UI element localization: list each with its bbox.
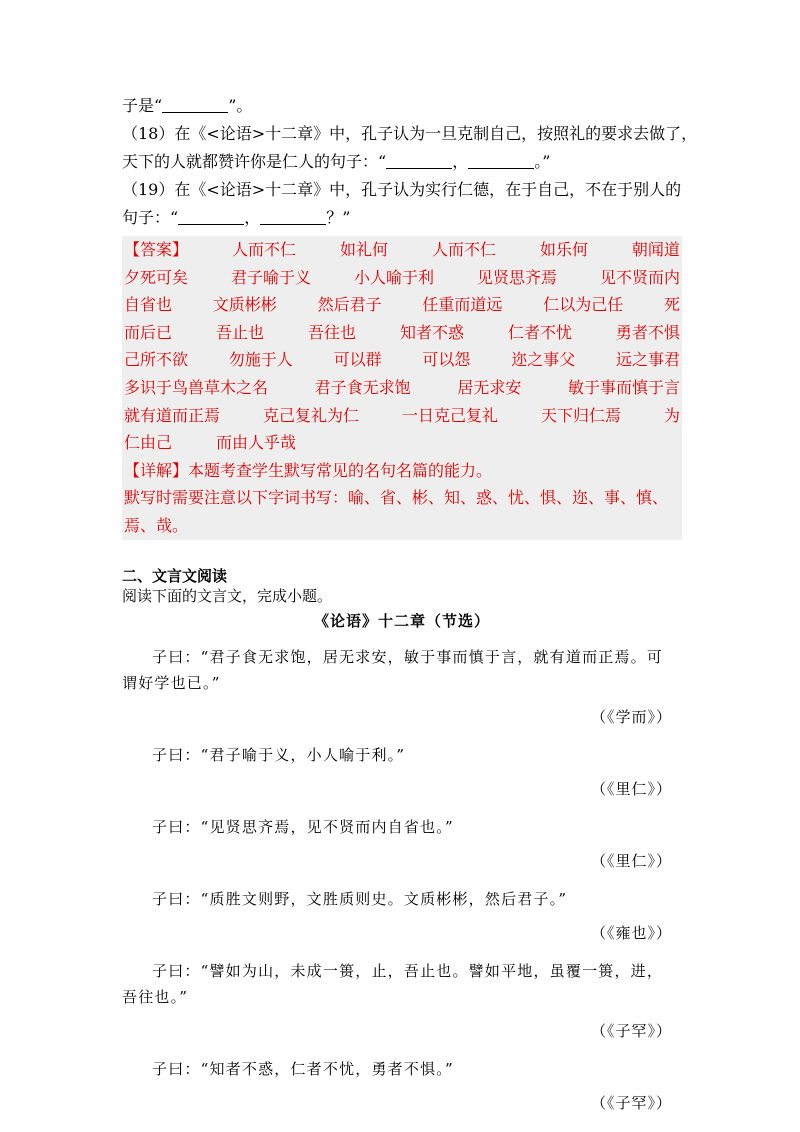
answer-item: 居无求安: [457, 377, 522, 397]
answer-item: 己所不欲: [124, 350, 189, 370]
passage-line: 子曰：“君子喻于义，小人喻于利。”: [152, 745, 406, 764]
answer-item: 仁者不忧: [507, 322, 572, 342]
q19-line1: （19）在《<论语>十二章》中，孔子认为实行仁德，在于自己，不在于别人的: [122, 180, 682, 199]
answer-item: 夕死可矣: [124, 267, 189, 287]
answer-item: 就有道而正焉: [124, 405, 221, 425]
q17-text-end: ”。: [228, 96, 253, 115]
explanation-note-line2: 焉、哉。: [124, 515, 189, 535]
answer-item: 吾止也: [215, 322, 264, 342]
answer-item: 见不贤而内: [599, 267, 680, 287]
answer-row: [124, 236, 680, 264]
answer-item: 敏于事而慎于言: [567, 377, 680, 397]
answer-item: 人而不仁: [431, 240, 496, 259]
answer-row: [124, 264, 680, 292]
answer-item: 而后已: [124, 322, 173, 342]
passage-source: （《里仁》）: [590, 779, 672, 798]
passage-line: 子曰：“譬如为山，未成一篑，止，吾止也。譬如平地，虽覆一篑，进，: [152, 961, 664, 980]
passage: [122, 742, 682, 768]
answer-row: [124, 319, 680, 347]
passage-source: （《子罕》）: [590, 1093, 672, 1112]
passage-source: （《子罕》）: [590, 1021, 672, 1040]
answer-item: 克己复礼为仁: [262, 405, 359, 425]
answer-item: 如礼何: [339, 240, 388, 259]
document-page: [122, 92, 698, 1116]
answer-item: 多识于鸟兽草木之名: [124, 377, 269, 397]
answer-blank: [260, 208, 326, 225]
answer-box: [122, 236, 682, 540]
answer-item: 为: [663, 405, 680, 425]
passage-source: （《里仁》）: [590, 851, 672, 870]
passage: [122, 886, 682, 912]
answer-item: 勿施于人: [228, 350, 293, 370]
passage-line: 子曰：“见贤思齐焉，见不贤而内自省也。”: [152, 817, 454, 836]
answer-row: [124, 374, 680, 402]
q19-comma: ，: [244, 208, 261, 227]
q17-tail: [122, 92, 682, 120]
answer-item: 见贤思齐焉: [476, 267, 557, 287]
answer-row: [124, 429, 680, 457]
passage-line: 子曰：“君子食无求饱，居无求安，敏于事而慎于言，就有道而正焉。可: [152, 647, 664, 666]
passage-source: （《雍也》）: [590, 923, 672, 942]
answer-item: 君子食无求饱: [314, 377, 411, 397]
answer-item: 天下归仁焉: [540, 405, 621, 425]
answer-item: 然后君子: [317, 295, 382, 315]
answer-blank: [468, 152, 534, 169]
answer-item: 死: [663, 295, 680, 315]
answer-item: 文质彬彬: [212, 295, 277, 315]
answer-row: [124, 402, 680, 430]
answer-blank: [386, 152, 452, 169]
q19-text-end: ？”: [326, 208, 351, 227]
passage-line: 谓好学也已。”: [122, 673, 221, 692]
answer-item: 可以群: [333, 350, 382, 370]
q18-line1: （18）在《<论语>十二章》中，孔子认为一旦克制自己，按照礼的要求去做了，: [122, 124, 698, 143]
answer-item: 人而不仁: [231, 240, 296, 259]
answer-item: 而由人乎哉: [216, 433, 297, 453]
answer-label: 【答案】: [124, 240, 189, 259]
answer-item: 吾往也: [307, 322, 356, 342]
explanation-text: 本题考查学生默写常见的名句名篇的能力。: [188, 460, 493, 480]
passage-source: （《学而》）: [590, 707, 672, 726]
q18-line2: [122, 148, 682, 176]
passage-line: 吾往也。”: [122, 987, 189, 1006]
answer-item: 朝闻道: [631, 240, 680, 259]
q18-text-end: 。”: [534, 152, 551, 171]
section-title: 二、文言文阅读: [122, 566, 228, 585]
answer-item: 知者不惑: [399, 322, 464, 342]
explanation-note-line1: 默写时需要注意以下字词书写：喻、省、彬、知、惑、忧、惧、迩、事、慎、: [124, 488, 669, 508]
passage: [122, 814, 682, 840]
explanation-line: [124, 457, 680, 485]
answer-row: [124, 346, 680, 374]
answer-item: 任重而道远: [422, 295, 503, 315]
q19-text: 句子：“: [122, 208, 179, 227]
passage: [122, 958, 682, 1010]
answer-blank: [162, 96, 228, 113]
answer-item: 勇者不惧: [615, 322, 680, 342]
answer-item: 小人喻于利: [353, 267, 434, 287]
passage-line: 子曰：“质胜文则野，文胜质则史。文质彬彬，然后君子。”: [152, 889, 568, 908]
q17-text: 子是“: [122, 96, 163, 115]
answer-item: 远之事君: [615, 350, 680, 370]
answer-item: 一日克己复礼: [401, 405, 498, 425]
passage-list: [122, 644, 682, 1116]
passage-line: 子曰：“知者不惑，仁者不忧，勇者不惧。”: [152, 1059, 454, 1078]
answer-item: 如乐何: [539, 240, 588, 259]
passage: [122, 644, 682, 696]
answer-item: 可以怨: [422, 350, 471, 370]
passage-title: 《论语》十二章（节选）: [313, 611, 490, 630]
passage: [122, 1056, 682, 1082]
q19-line2: [122, 204, 682, 232]
answer-item: 自省也: [124, 295, 173, 315]
answer-item: 仁由己: [124, 433, 173, 453]
answer-item: 君子喻于义: [230, 267, 311, 287]
reading-intro: 阅读下面的文言文，完成小题。: [122, 586, 333, 605]
q18-text: 天下的人就都赞许你是仁人的句子：“: [122, 152, 387, 171]
answer-row: [124, 291, 680, 319]
q18-comma: ，: [452, 152, 469, 171]
explanation-label: 【详解】: [124, 460, 189, 480]
answer-item: 仁以为己任: [543, 295, 624, 315]
answer-blank: [178, 208, 244, 225]
answer-item: 迩之事父: [511, 350, 576, 370]
